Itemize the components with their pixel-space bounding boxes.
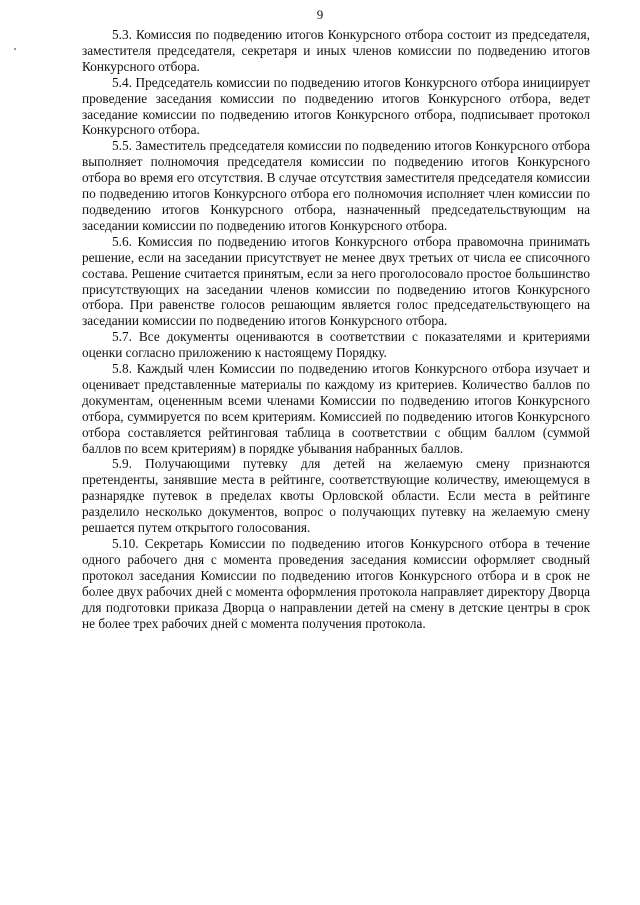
- paragraph-5-9: 5.9. Получающими путевку для детей на желаемую смену признаются претенденты, занявшие места в рейтинге, соответствующие количеству, имеющемуся в разнарядке путевок в пределах квоты Орловской области. Если места в рейтинге разделило несколько документов, вопрос о получающих путевку на желаемую смену решается путем открытого голосования.: [82, 456, 590, 536]
- paragraph-5-5: 5.5. Заместитель председателя комиссии по подведению итогов Конкурсного отбора выполняет полномочия председателя комиссии по подведению итогов Конкурсного отбора во время его отсутствия. В случае отсутствия заместителя председателя комиссии по подведению итогов Конкурсного отбора его полномочия исполняет член комиссии по подведению итогов Конкурсного отбора, назначенный председательствующим на заседании комиссии по подведению итогов Конкурсного отбора.: [82, 138, 590, 233]
- paragraph-5-8: 5.8. Каждый член Комиссии по подведению итогов Конкурсного отбора изучает и оценивает представленные материалы по каждому из критериев. Количество баллов по документам, оцененным всеми членами Комиссии по подведению итогов Конкурсного отбора, суммируется по всем критериям. Комиссией по подведению итогов Конкурсного отбора составляется рейтинговая таблица в соответствии с общим баллом (суммой баллов по всем критериям) в порядке убывания набранных баллов.: [82, 361, 590, 456]
- document-body: [82, 27, 590, 631]
- paragraph-5-4: 5.4. Председатель комиссии по подведению итогов Конкурсного отбора инициирует проведение заседания комиссии по подведению итогов Конкурсного отбора, ведет заседание комиссии по подведению итогов Конкурсного отбора, подписывает протокол Конкурсного отбора.: [82, 74, 590, 138]
- paragraph-5-10: 5.10. Секретарь Комиссии по подведению итогов Конкурсного отбора в течение одного рабочего дня с момента проведения заседания комиссии оформляет сводный протокол заседания Комиссии по подведению итогов Конкурсного отбора и в срок не более двух рабочих дней с момента оформления протокола направляет директору Дворца для подготовки приказа Дворца о направлении детей на смену в детские центры в срок не более трех рабочих дней с момента получения протокола.: [82, 536, 590, 631]
- page-number: 9: [316, 7, 324, 22]
- paragraph-5-7: 5.7. Все документы оцениваются в соответствии с показателями и критериями оценки согласно приложению к настоящему Порядку.: [82, 329, 590, 361]
- scan-speck: [14, 48, 16, 50]
- paragraph-5-3: 5.3. Комиссия по подведению итогов Конкурсного отбора состоит из председателя, заместителя председателя, секретаря и иных членов комиссии по подведению итогов Конкурсного отбора.: [82, 27, 590, 74]
- paragraph-5-6: 5.6. Комиссия по подведению итогов Конкурсного отбора правомочна принимать решение, если на заседании присутствует не менее двух третьих от числа ее списочного состава. Решение считается принятым, если за него проголосовало простое большинство присутствующих на заседании членов комиссии по подведению итогов Конкурсного отбора. При равенстве голосов решающим является голос председательствующего на заседании комиссии по подведению итогов Конкурсного отбора.: [82, 233, 590, 329]
